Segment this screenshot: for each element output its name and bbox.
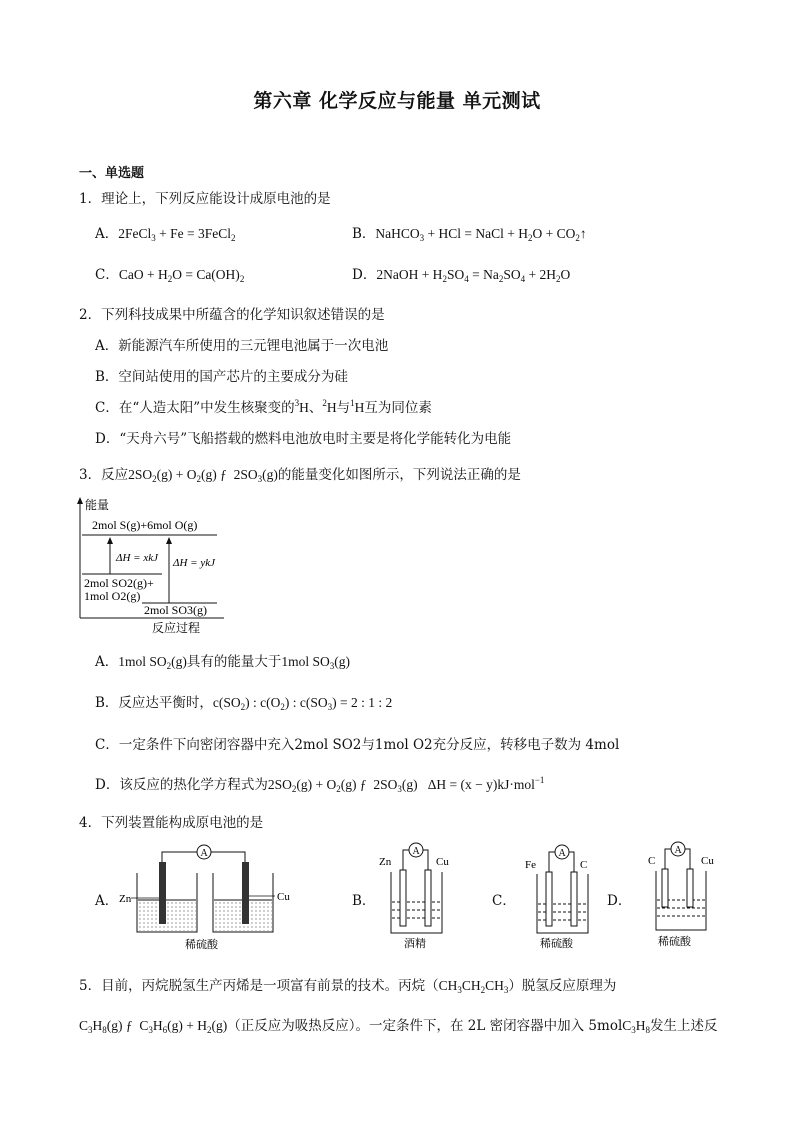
product-label: 2mol SO3(g) [144, 603, 207, 617]
electrode-cu [242, 862, 249, 924]
wire-right [211, 852, 245, 894]
q2-stem: 2．下列科技成果中所蕴含的化学知识叙述错误的是 [79, 307, 385, 323]
wire-left [403, 850, 409, 870]
q4-option-d-label[interactable]: D． [607, 893, 632, 909]
dh-y-arrowhead [166, 537, 172, 544]
q1-option-c-formula: CaO + $H_2O = Ca(OH)_2$ [118, 267, 245, 284]
q3-option-d-text: $2SO_2(g) + O_2(g)$ ƒ $2SO_3(g) \Delta H = (x - y)kJ\cdot mol^{-1}$ [267, 775, 545, 794]
electrode-right [687, 869, 693, 907]
ammeter-label: A [558, 848, 566, 859]
electrode-left-label: C [648, 855, 656, 867]
q3-option-b-text: $c(SO_2)$ : $c(O_2)$ : $c(SO_3) = 2$ : 1 : 2 [212, 695, 393, 712]
wire-left [162, 852, 197, 894]
electrode-right [571, 872, 577, 926]
q5-line2-eq: $C_3H_8(g)$ ƒ $C_3H_6(g) + H_2(g)$ [79, 1018, 228, 1035]
q1-stem: 1．理论上，下列反应能设计成原电池的是 [79, 191, 331, 207]
dh-x-label: ΔH = xkJ [116, 552, 158, 564]
q4-option-a-label[interactable]: A． [95, 893, 119, 909]
wire-right [685, 849, 690, 869]
reactant-label-2: 1mol O2(g) [84, 589, 141, 603]
electrode-left-label: Zn [379, 856, 392, 868]
liquid-d-label: 稀硫酸 [658, 936, 691, 948]
q2-option-c-post: 互为同位素 [364, 400, 432, 416]
liquid-left [138, 900, 196, 931]
electrode-cu-label: Cu [277, 891, 290, 903]
q2-option-d[interactable]: D．“天舟六号”飞船搭载的燃料电池放电时主要是将化学能转化为电能 [95, 431, 512, 447]
q3-option-a[interactable] [95, 650, 350, 670]
q1-option-b-label: B． [352, 226, 376, 242]
q3-stem-eq: $2SO_2(g) + O_2(g)$ ƒ $2SO_3(g)$ [128, 467, 278, 484]
liquid-c-label: 稀硫酸 [540, 938, 573, 950]
electrode-right-label: Cu [436, 856, 449, 868]
x-axis-label: 反应过程 [152, 621, 201, 634]
q1-option-a-formula: 2FeCl$_3$ + Fe = 3FeCl$_2$ [118, 226, 236, 243]
q5-line2-text: （正反应为吸热反应）。一定条件下，在 2L 密闭容器中加入 5mol [227, 1018, 623, 1034]
electrode-right [425, 870, 431, 926]
q4-apparatus-d[interactable] [644, 836, 724, 948]
q1-option-d-formula: 2NaOH + $H_2SO_4 = Na_2SO_4 + 2H_2O$ [376, 267, 571, 284]
q2-option-c-isotopes: $^3$H、$^2$H与$^1$H [294, 398, 365, 415]
q3-option-d[interactable] [95, 773, 544, 793]
q5-line2 [79, 1014, 718, 1034]
q1-option-a-label: A． [95, 226, 119, 242]
y-axis-label: 能量 [85, 498, 110, 512]
q5-line2-formula: $C_3H_8$ [622, 1018, 651, 1035]
ammeter-label: A [200, 848, 208, 859]
q2-option-c-pre: C．在“人造太阳”中发生核聚变的 [95, 400, 295, 416]
q1-option-b[interactable] [352, 222, 587, 242]
q4-apparatus-b[interactable] [376, 838, 458, 950]
q1-option-c[interactable] [95, 263, 244, 283]
q4-option-c-label[interactable]: C． [492, 893, 516, 909]
electrode-zn-label: Zn [119, 893, 132, 905]
q3-option-d-pre: D．该反应的热化学方程式为 [95, 777, 268, 793]
ammeter-label: A [412, 846, 420, 857]
electrode-left [546, 872, 552, 926]
electrode-left [662, 869, 668, 907]
wire-right [423, 850, 428, 870]
q1-option-d[interactable] [352, 263, 570, 283]
q5-line1-post: ）脱氢反应原理为 [508, 978, 617, 994]
wire-left [665, 849, 671, 869]
q4-apparatus-c[interactable] [522, 838, 602, 950]
q5-line1 [79, 974, 616, 994]
dh-x-arrowhead [107, 537, 113, 544]
q5-line1-formula: $CH_3CH_2CH_3$ [438, 978, 509, 995]
q1-option-a[interactable] [95, 222, 236, 242]
electrode-left-label: Fe [525, 859, 536, 871]
q1-option-b-formula: NaHCO$_3$ + HCl = NaCl + $H_2O$ + $CO_2↑$ [375, 226, 587, 243]
liquid-b-label: 酒精 [404, 938, 426, 950]
ammeter-label: A [674, 845, 682, 856]
q4-apparatus-a[interactable] [115, 838, 305, 950]
q3-stem-post: 的能量变化如图所示，下列说法正确的是 [277, 467, 521, 483]
top-level-label: 2mol S(g)+6mol O(g) [92, 518, 198, 532]
q3-option-a-text: 1mol $SO_2(g)$具有的能量大于1mol $SO_3(g)$ [118, 654, 351, 671]
q3-stem [79, 463, 521, 483]
electrode-left [400, 870, 406, 926]
electrode-right-label: C [580, 859, 588, 871]
q3-option-b-pre: B．反应达平衡时， [95, 695, 213, 711]
reactant-label-1: 2mol SO2(g)+ [84, 576, 154, 590]
energy-diagram [72, 494, 232, 634]
q3-option-a-pre: A． [95, 654, 119, 670]
electrode-right-label: Cu [701, 855, 714, 867]
q5-line1-pre: 5．目前，丙烷脱氢生产丙烯是一项富有前景的技术。丙烷（ [79, 978, 439, 994]
q2-option-b[interactable]: B．空间站使用的国产芯片的主要成分为硅 [95, 369, 348, 385]
q4-option-b-label[interactable]: B． [352, 893, 376, 909]
q4-stem: 4．下列装置能构成原电池的是 [79, 815, 264, 831]
q2-option-c[interactable] [95, 396, 432, 416]
liquid-a-label: 稀硫酸 [185, 939, 218, 950]
electrode-zn [159, 862, 166, 924]
y-axis-arrow [77, 497, 83, 504]
q1-option-c-label: C． [95, 267, 119, 283]
wire-right [569, 852, 574, 872]
q1-option-d-label: D． [352, 267, 377, 283]
q3-option-b[interactable] [95, 691, 392, 711]
page-title: 第六章 化学反应与能量 单元测试 [253, 90, 541, 112]
q3-option-c[interactable]: C．一定条件下向密闭容器中充入2mol SO2与1mol O2充分反应，转移电子数为 4mol [95, 737, 620, 753]
wire-left [549, 852, 555, 872]
q2-option-a[interactable]: A．新能源汽车所使用的三元锂电池属于一次电池 [95, 338, 389, 354]
q3-stem-pre: 3．反应 [79, 467, 129, 483]
dh-y-label: ΔH = ykJ [173, 557, 215, 569]
q5-line2-end: 发生上述反 [650, 1018, 718, 1034]
section-heading: 一、单选题 [79, 166, 145, 181]
